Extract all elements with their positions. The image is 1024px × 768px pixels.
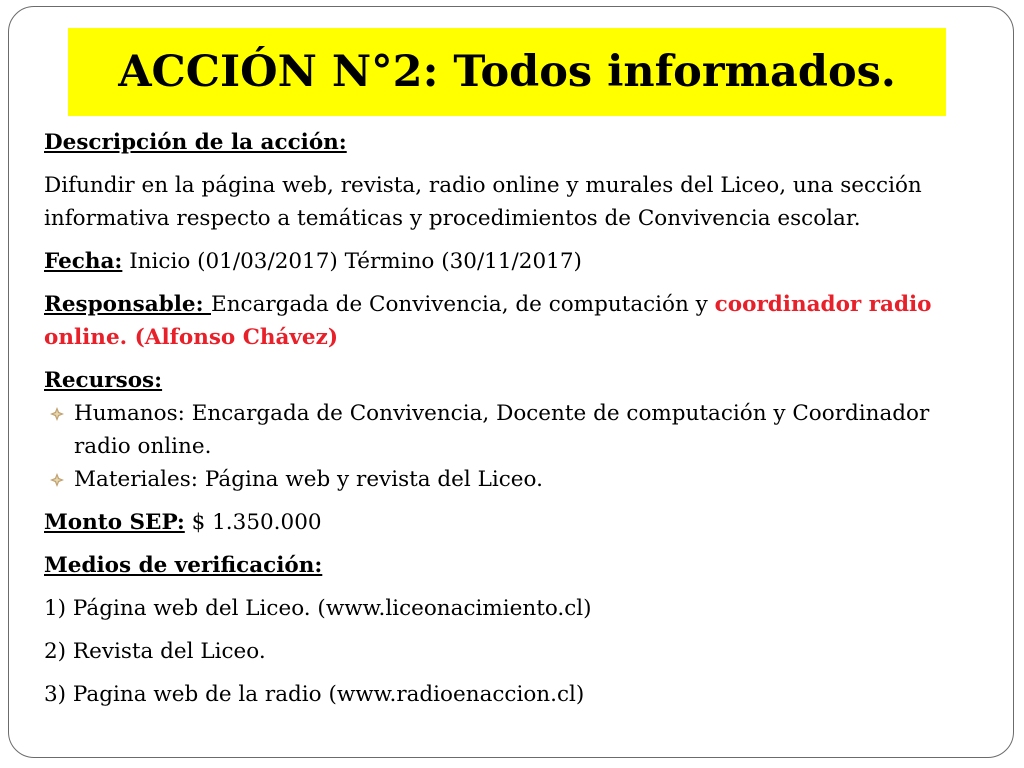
fecha-value: Inicio (01/03/2017) Término (30/11/2017) <box>122 249 582 274</box>
monto-line <box>44 506 949 539</box>
responsable-label: Responsable: <box>44 292 211 317</box>
description-heading: Descripción de la acción: <box>44 130 347 155</box>
slide-content <box>44 126 949 711</box>
recurso-item-materiales <box>44 463 949 496</box>
slide-title: ACCIÓN N°2: Todos informados. <box>118 47 896 97</box>
description-text: Difundir en la página web, revista, radio online y murales del Liceo, una sección informativa respecto a temáticas y procedimientos de Convivencia escolar. <box>44 173 922 231</box>
responsable-highlight: coordinador radio online. (Alfonso Chávez) <box>44 292 932 350</box>
recurso-item-text: Humanos: Encargada de Convivencia, Docente de computación y Coordinador radio online. <box>74 401 930 459</box>
recurso-item-text: Materiales: Página web y revista del Liceo. <box>74 467 543 492</box>
diamond-bullet-icon <box>48 397 66 430</box>
verificacion-item: 1) Página web del Liceo. (www.liceonacimiento.cl) <box>44 596 592 621</box>
verificacion-item: 3) Pagina web de la radio (www.radioenaccion.cl) <box>44 682 585 707</box>
responsable-line <box>44 288 949 354</box>
monto-label: Monto SEP: <box>44 510 185 535</box>
fecha-label: Fecha: <box>44 249 123 274</box>
recursos-heading: Recursos: <box>44 368 163 393</box>
verificacion-heading: Medios de verificación: <box>44 553 323 578</box>
recurso-item-humanos <box>44 397 949 463</box>
responsable-value: Encargada de Convivencia, de computación y <box>211 292 715 317</box>
fecha-line <box>44 245 949 278</box>
monto-value: $ 1.350.000 <box>184 510 322 535</box>
diamond-bullet-icon <box>48 463 66 496</box>
title-banner <box>68 28 946 116</box>
verificacion-item: 2) Revista del Liceo. <box>44 639 266 664</box>
